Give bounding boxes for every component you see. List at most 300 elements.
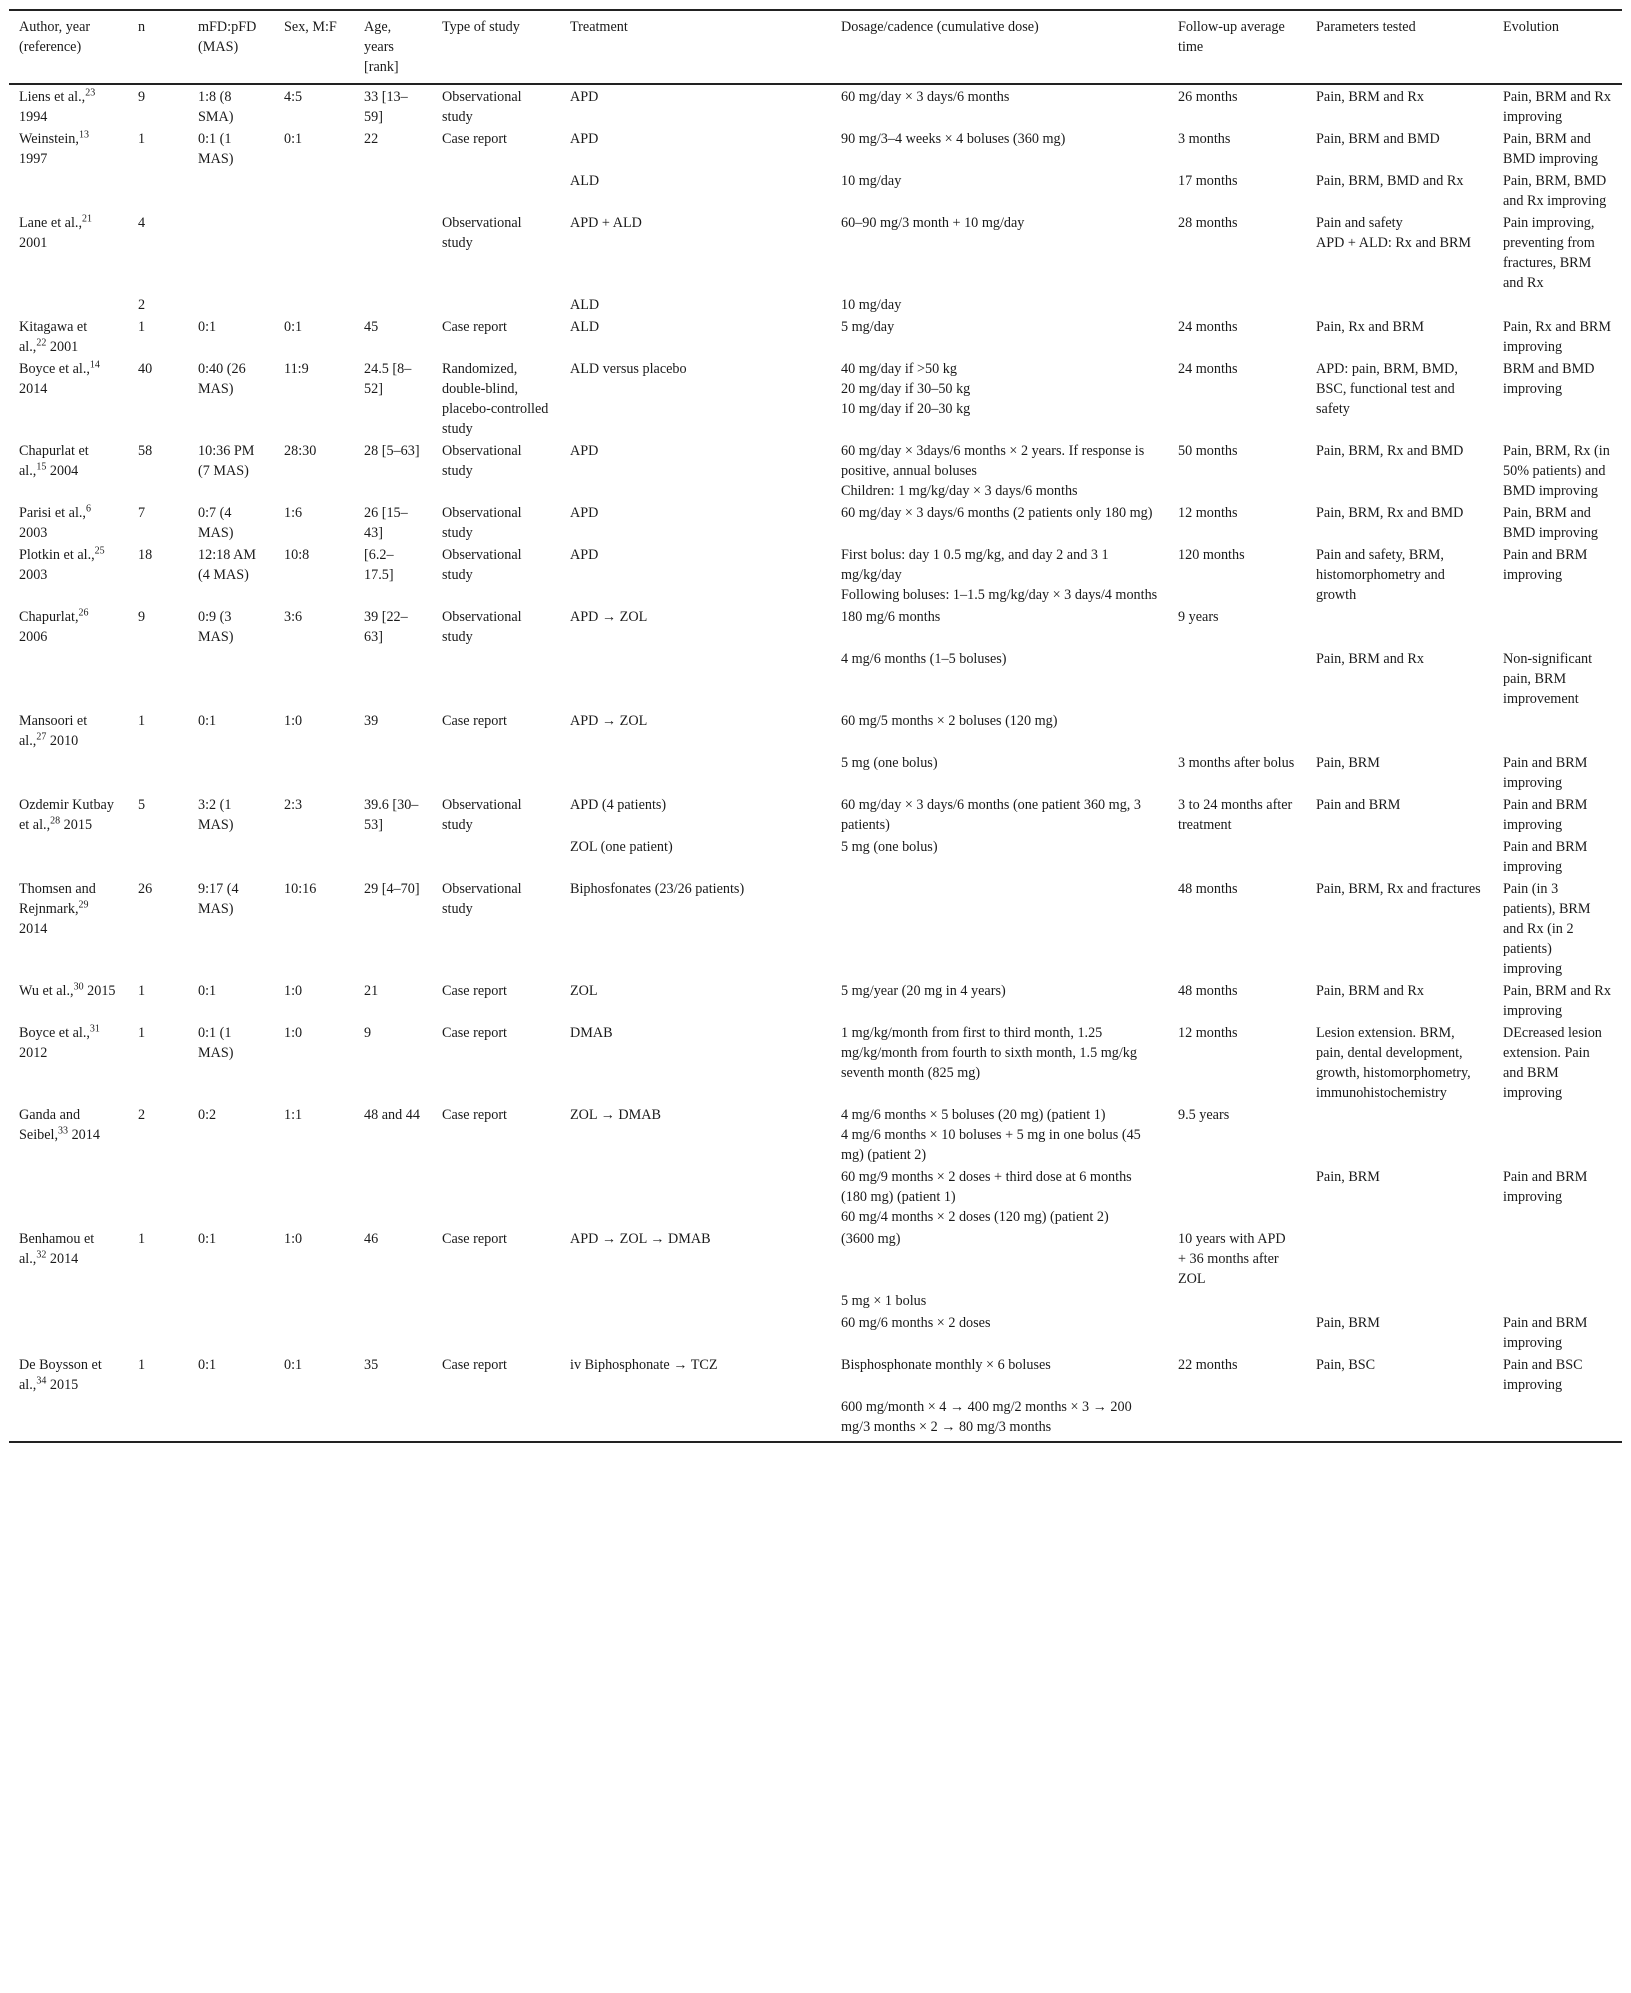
followup-cell — [1168, 1166, 1306, 1228]
dosage-cell: 60–90 mg/3 month + 10 mg/day — [841, 215, 1025, 231]
table-body — [9, 84, 1622, 1442]
n-cell: 1 — [138, 1357, 146, 1373]
followup-cell: 17 months — [1178, 173, 1238, 189]
author-cell — [9, 316, 128, 358]
n-cell: 4 — [138, 215, 146, 231]
table-row — [9, 502, 1622, 544]
parameters-cell: Pain, BRM — [1316, 1169, 1380, 1185]
study-type-cell: Randomized, double-blind, placebo-controlled study — [442, 361, 549, 437]
reference-number: 15 — [36, 461, 47, 473]
age-cell — [354, 1396, 432, 1442]
followup-cell: 12 months — [1178, 505, 1238, 521]
table-row — [9, 84, 1622, 128]
n-cell: 1 — [138, 1025, 146, 1041]
evolution-cell: Pain and BRM improving — [1503, 839, 1588, 875]
age-cell: 22 — [364, 131, 379, 147]
reference-number: 30 — [73, 981, 84, 993]
age-cell: 39 — [364, 713, 379, 729]
author-name: Boyce et al., — [19, 1025, 90, 1041]
evolution-cell — [1493, 1228, 1622, 1290]
table-row — [9, 1228, 1622, 1290]
author-name: Ganda and Seibel, — [19, 1107, 81, 1143]
dosage-cell: 60 mg/5 months × 2 boluses (120 mg) — [841, 713, 1058, 729]
mfd-pfd-cell: 0:9 (3 MAS) — [198, 609, 234, 645]
dosage-cell: First bolus: day 1 0.5 mg/kg, and day 2 and 3 1 mg/kg/day Following boluses: 1–1.5 mg/kg/day × 3 days/4 months — [841, 547, 1158, 603]
author-year: 2014 — [19, 921, 48, 937]
study-type-cell: Case report — [442, 1025, 508, 1041]
n-cell: 18 — [138, 547, 153, 563]
age-cell — [354, 836, 432, 878]
treatment-cell: Biphosfonates (23/26 patients) — [570, 881, 745, 897]
author-name: Weinstein, — [19, 131, 79, 147]
header-cell: Evolution — [1503, 19, 1559, 35]
table-row — [9, 1104, 1622, 1166]
study-type-cell: Observational study — [442, 89, 522, 125]
parameters-cell: Pain, Rx and BRM — [1316, 319, 1424, 335]
data-table — [9, 9, 1622, 1443]
author-name: Kitagawa et al., — [19, 319, 88, 355]
mfd-pfd-cell — [188, 170, 274, 212]
author-year: 2012 — [19, 1045, 48, 1061]
reference-number: 26 — [78, 607, 89, 619]
study-type-cell — [432, 1290, 560, 1312]
author-year: 2014 — [68, 1127, 100, 1143]
evolution-cell: Pain and BRM improving — [1503, 797, 1588, 833]
dosage-cell: 10 mg/day — [841, 297, 902, 313]
table-row — [9, 1166, 1622, 1228]
age-cell: 24.5 [8–52] — [364, 361, 412, 397]
author-cell — [9, 1396, 128, 1442]
author-year: 2001 — [19, 235, 48, 251]
treatment-cell: ALD versus placebo — [570, 361, 687, 377]
author-cell — [9, 710, 128, 752]
n-cell: 2 — [138, 1107, 146, 1123]
sex-cell: 1:6 — [284, 505, 303, 521]
followup-cell: 24 months — [1178, 361, 1238, 377]
treatment-cell: APD — [570, 443, 599, 459]
author-year: 2015 — [60, 817, 93, 833]
dosage-cell: 60 mg/6 months × 2 doses — [841, 1315, 991, 1331]
treatment-cell: APD — [570, 505, 599, 521]
n-cell — [128, 836, 188, 878]
evolution-cell: Pain, BRM, Rx (in 50% patients) and BMD improving — [1503, 443, 1610, 499]
age-cell: 29 [4–70] — [364, 881, 420, 897]
parameters-cell — [1306, 1104, 1493, 1166]
age-cell — [354, 1166, 432, 1228]
study-type-cell: Case report — [442, 1231, 508, 1247]
age-cell — [354, 1312, 432, 1354]
study-type-cell: Case report — [442, 713, 508, 729]
followup-cell: 22 months — [1178, 1357, 1238, 1373]
n-cell: 26 — [138, 881, 153, 897]
mfd-pfd-cell: 12:18 AM (4 MAS) — [198, 547, 256, 583]
reference-number: 25 — [94, 545, 105, 557]
n-cell: 1 — [138, 983, 146, 999]
treatment-cell: ALD — [570, 319, 600, 335]
treatment-cell: ALD — [570, 297, 600, 313]
followup-cell: 24 months — [1178, 319, 1238, 335]
sex-cell — [274, 1312, 354, 1354]
mfd-pfd-cell: 0:40 (26 MAS) — [198, 361, 246, 397]
sex-cell: 10:8 — [284, 547, 310, 563]
parameters-cell: Pain, BRM and Rx — [1316, 89, 1424, 105]
table-row — [9, 544, 1622, 606]
evolution-cell: Pain and BSC improving — [1503, 1357, 1583, 1393]
evolution-cell — [1493, 1396, 1622, 1442]
author-cell — [9, 980, 128, 1022]
author-cell — [9, 170, 128, 212]
evolution-cell: Pain and BRM improving — [1503, 547, 1588, 583]
evolution-cell — [1493, 1290, 1622, 1312]
author-cell — [9, 294, 128, 316]
treatment-cell: ALD — [570, 173, 600, 189]
mfd-pfd-cell — [188, 836, 274, 878]
header-cell: Treatment — [570, 19, 628, 35]
author-cell — [9, 1104, 128, 1166]
author-cell — [9, 212, 128, 294]
header-cell: Author, year (reference) — [19, 19, 91, 55]
table-row — [9, 1022, 1622, 1104]
mfd-pfd-cell: 0:1 — [198, 1357, 217, 1373]
age-cell: 39 [22–63] — [364, 609, 408, 645]
author-year: 2015 — [46, 1377, 79, 1393]
mfd-pfd-cell: 0:1 — [198, 983, 217, 999]
age-cell: 28 [5–63] — [364, 443, 420, 459]
parameters-cell: Pain, BRM, BMD and Rx — [1316, 173, 1464, 189]
age-cell — [354, 212, 432, 294]
reference-number: 13 — [78, 129, 89, 141]
followup-cell: 3 months after bolus — [1178, 755, 1295, 771]
treatment-cell: APD (4 patients) — [570, 797, 667, 813]
header-cell: Sex, M:F — [284, 19, 337, 35]
reference-number: 32 — [36, 1249, 47, 1261]
evolution-cell: Pain and BRM improving — [1503, 755, 1588, 791]
author-name: Parisi et al., — [19, 505, 86, 521]
header-cell: Type of study — [442, 19, 520, 35]
reference-number: 33 — [58, 1125, 69, 1137]
followup-cell: 3 to 24 months after treatment — [1178, 797, 1293, 833]
treatment-cell: ZOL (one patient) — [570, 839, 673, 855]
header-cell: Dosage/cadence (cumulative dose) — [841, 19, 1039, 35]
treatment-cell: iv Biphosphonate → TCZ — [570, 1357, 718, 1373]
treatment-cell: DMAB — [570, 1025, 613, 1041]
author-cell — [9, 544, 128, 606]
author-cell — [9, 836, 128, 878]
treatment-cell: APD → ZOL → DMAB — [570, 1231, 711, 1247]
dosage-cell — [831, 878, 1168, 980]
n-cell — [128, 1166, 188, 1228]
header-cell: Follow-up average time — [1178, 19, 1285, 55]
evolution-cell: Non-significant pain, BRM improvement — [1503, 651, 1593, 707]
header-cell: n — [138, 19, 146, 35]
author-name: Wu et al., — [19, 983, 74, 999]
mfd-pfd-cell — [188, 1166, 274, 1228]
followup-cell — [1168, 1312, 1306, 1354]
followup-cell — [1168, 836, 1306, 878]
table-row — [9, 1354, 1622, 1396]
table-row — [9, 358, 1622, 440]
mfd-pfd-cell: 0:1 — [198, 1231, 217, 1247]
sex-cell: 1:0 — [284, 1231, 303, 1247]
table-wrapper — [9, 9, 1622, 1443]
author-name: Boyce et al., — [19, 361, 90, 377]
sex-cell: 1:0 — [284, 983, 303, 999]
author-cell — [9, 1228, 128, 1290]
reference-number: 14 — [89, 359, 100, 371]
followup-cell: 50 months — [1178, 443, 1238, 459]
followup-cell — [1168, 294, 1306, 316]
parameters-cell: Pain, BSC — [1316, 1357, 1376, 1373]
table-row — [9, 794, 1622, 836]
reference-number: 34 — [36, 1375, 47, 1387]
followup-cell: 10 years with APD + 36 months after ZOL — [1178, 1231, 1286, 1287]
dosage-cell: 90 mg/3–4 weeks × 4 boluses (360 mg) — [841, 131, 1066, 147]
author-name: Liens et al., — [19, 89, 86, 105]
n-cell — [128, 1290, 188, 1312]
treatment-cell — [560, 1290, 831, 1312]
study-type-cell: Observational study — [442, 547, 522, 583]
table-row — [9, 316, 1622, 358]
author-name: Thomsen and Rejnmark, — [19, 881, 96, 917]
mfd-pfd-cell: 0:2 — [198, 1107, 217, 1123]
study-type-cell: Observational study — [442, 609, 522, 645]
table-row — [9, 128, 1622, 170]
followup-cell: 9.5 years — [1178, 1107, 1230, 1123]
evolution-cell — [1493, 710, 1622, 752]
sex-cell — [274, 212, 354, 294]
treatment-cell: APD → ZOL — [570, 713, 648, 729]
parameters-cell: Pain, BRM and Rx — [1316, 651, 1424, 667]
parameters-cell: Pain, BRM, Rx and BMD — [1316, 505, 1464, 521]
author-name: Chapurlat et al., — [19, 443, 89, 479]
sex-cell — [274, 1166, 354, 1228]
study-type-cell: Case report — [442, 983, 508, 999]
followup-cell: 28 months — [1178, 215, 1238, 231]
n-cell — [128, 1312, 188, 1354]
author-name: Ozdemir Kutbay et al., — [19, 797, 114, 833]
followup-cell — [1168, 1290, 1306, 1312]
header-cell: Parameters tested — [1316, 19, 1416, 35]
followup-cell: 9 years — [1178, 609, 1219, 625]
dosage-cell: 60 mg/day × 3 days/6 months (2 patients only 180 mg) — [841, 505, 1153, 521]
mfd-pfd-cell — [188, 294, 274, 316]
n-cell: 2 — [138, 297, 146, 313]
n-cell: 40 — [138, 361, 153, 377]
table-row — [9, 1290, 1622, 1312]
age-cell: [6.2–17.5] — [364, 547, 394, 583]
treatment-cell: APD — [570, 131, 599, 147]
table-row — [9, 1312, 1622, 1354]
dosage-cell: 40 mg/day if >50 kg 20 mg/day if 30–50 kg 10 mg/day if 20–30 kg — [841, 361, 971, 417]
n-cell: 1 — [138, 713, 146, 729]
treatment-cell: ZOL — [570, 983, 598, 999]
dosage-cell: 5 mg (one bolus) — [841, 839, 938, 855]
treatment-cell: APD — [570, 89, 599, 105]
table-row — [9, 648, 1622, 710]
dosage-cell: 1 mg/kg/month from first to third month, 1.25 mg/kg/month from fourth to sixth month, 1.5 mg/kg seventh month (825 mg) — [841, 1025, 1137, 1081]
sex-cell — [274, 1290, 354, 1312]
evolution-cell: Pain (in 3 patients), BRM and Rx (in 2 patients) improving — [1503, 881, 1591, 977]
table-row — [9, 1396, 1622, 1442]
treatment-cell: ZOL → DMAB — [570, 1107, 661, 1123]
reference-number: 31 — [89, 1023, 100, 1035]
sex-cell: 0:1 — [284, 319, 303, 335]
author-cell — [9, 752, 128, 794]
n-cell — [128, 1396, 188, 1442]
parameters-cell: Pain, BRM — [1316, 755, 1380, 771]
sex-cell — [274, 294, 354, 316]
header-row — [9, 10, 1622, 84]
study-type-cell: Observational study — [442, 505, 522, 541]
n-cell: 9 — [138, 609, 146, 625]
sex-cell: 11:9 — [284, 361, 309, 377]
followup-cell: 3 months — [1178, 131, 1231, 147]
study-type-cell: Observational study — [442, 443, 522, 479]
parameters-cell: Pain and BRM — [1316, 797, 1401, 813]
age-cell: 35 — [364, 1357, 379, 1373]
followup-cell — [1168, 1396, 1306, 1442]
dosage-cell: 4 mg/6 months (1–5 boluses) — [841, 651, 1007, 667]
table-row — [9, 212, 1622, 294]
mfd-pfd-cell — [188, 752, 274, 794]
age-cell: 26 [15–43] — [364, 505, 408, 541]
author-year: 2004 — [46, 463, 79, 479]
parameters-cell: Pain and safety APD + ALD: Rx and BRM — [1316, 215, 1472, 251]
reference-number: 29 — [78, 899, 89, 911]
mfd-pfd-cell — [188, 212, 274, 294]
sex-cell: 2:3 — [284, 797, 303, 813]
parameters-cell: Pain, BRM — [1316, 1315, 1380, 1331]
n-cell: 1 — [138, 1231, 146, 1247]
followup-cell: 12 months — [1178, 1025, 1238, 1041]
author-year: 2010 — [46, 733, 79, 749]
parameters-cell — [1306, 294, 1493, 316]
author-cell — [9, 794, 128, 836]
evolution-cell: Pain, BRM and Rx improving — [1503, 89, 1611, 125]
dosage-cell: (3600 mg) — [841, 1231, 901, 1247]
evolution-cell — [1493, 1104, 1622, 1166]
evolution-cell: Pain, Rx and BRM improving — [1503, 319, 1611, 355]
author-cell — [9, 1022, 128, 1104]
age-cell: 39.6 [30–53] — [364, 797, 419, 833]
dosage-cell: 60 mg/day × 3 days/6 months — [841, 89, 1010, 105]
followup-cell — [1168, 648, 1306, 710]
sex-cell: 0:1 — [284, 131, 303, 147]
study-type-cell: Case report — [442, 1357, 508, 1373]
n-cell — [128, 648, 188, 710]
sex-cell: 10:16 — [284, 881, 317, 897]
table-row — [9, 606, 1622, 648]
author-cell — [9, 358, 128, 440]
parameters-cell — [1306, 1290, 1493, 1312]
author-cell — [9, 1354, 128, 1396]
table-header — [9, 10, 1622, 84]
age-cell: 9 — [364, 1025, 372, 1041]
study-type-cell — [432, 836, 560, 878]
sex-cell: 0:1 — [284, 1357, 303, 1373]
author-cell — [9, 84, 128, 128]
parameters-cell — [1306, 1396, 1493, 1442]
author-year: 2003 — [19, 567, 48, 583]
treatment-cell — [560, 648, 831, 710]
author-cell — [9, 440, 128, 502]
study-type-cell: Observational study — [442, 881, 522, 917]
reference-number: 28 — [50, 815, 61, 827]
dosage-cell: 600 mg/month × 4 → 400 mg/2 months × 3 → 200 mg/3 months × 2 → 80 mg/3 months — [841, 1399, 1132, 1435]
evolution-cell — [1493, 606, 1622, 648]
age-cell — [354, 648, 432, 710]
reference-number: 27 — [36, 731, 47, 743]
author-year: 2014 — [46, 1251, 79, 1267]
author-year: 1994 — [19, 109, 48, 125]
age-cell: 21 — [364, 983, 379, 999]
evolution-cell: Pain improving, preventing from fractures, BRM and Rx — [1503, 215, 1595, 291]
table-row — [9, 294, 1622, 316]
n-cell — [128, 170, 188, 212]
table-row — [9, 440, 1622, 502]
treatment-cell — [560, 1166, 831, 1228]
author-name: Plotkin et al., — [19, 547, 95, 563]
study-type-cell: Observational study — [442, 215, 522, 251]
author-name: Benhamou et al., — [19, 1231, 95, 1267]
table-row — [9, 752, 1622, 794]
n-cell: 7 — [138, 505, 146, 521]
mfd-pfd-cell: 10:36 PM (7 MAS) — [198, 443, 255, 479]
sex-cell — [274, 752, 354, 794]
table-row — [9, 878, 1622, 980]
author-cell — [9, 1290, 128, 1312]
dosage-cell: 5 mg/year (20 mg in 4 years) — [841, 983, 1006, 999]
author-year: 2014 — [19, 381, 48, 397]
author-name: Chapurlat, — [19, 609, 79, 625]
dosage-cell: 10 mg/day — [841, 173, 902, 189]
sex-cell: 1:1 — [284, 1107, 303, 1123]
author-name: De Boysson et al., — [19, 1357, 102, 1393]
sex-cell — [274, 836, 354, 878]
mfd-pfd-cell: 1:8 (8 SMA) — [198, 89, 234, 125]
dosage-cell: 60 mg/day × 3days/6 months × 2 years. If response is positive, annual boluses Children: 1 mg/kg/day × 3 days/6 months — [841, 443, 1145, 499]
author-year: 1997 — [19, 151, 48, 167]
followup-cell: 26 months — [1178, 89, 1238, 105]
mfd-pfd-cell — [188, 648, 274, 710]
age-cell: 45 — [364, 319, 379, 335]
table-row — [9, 170, 1622, 212]
header-cell: mFD:pFD (MAS) — [198, 19, 257, 55]
n-cell: 1 — [138, 131, 146, 147]
dosage-cell: 5 mg × 1 bolus — [841, 1293, 927, 1309]
author-cell — [9, 606, 128, 648]
author-year: 2001 — [46, 339, 79, 355]
study-type-cell — [432, 752, 560, 794]
treatment-cell — [560, 1396, 831, 1442]
parameters-cell — [1306, 710, 1493, 752]
age-cell — [354, 170, 432, 212]
age-cell: 46 — [364, 1231, 379, 1247]
reference-number: 21 — [82, 213, 93, 225]
sex-cell — [274, 170, 354, 212]
evolution-cell: Pain, BRM, BMD and Rx improving — [1503, 173, 1607, 209]
followup-cell: 48 months — [1178, 881, 1238, 897]
parameters-cell: Pain, BRM and BMD — [1316, 131, 1440, 147]
sex-cell: 1:0 — [284, 1025, 303, 1041]
author-cell — [9, 878, 128, 980]
sex-cell: 3:6 — [284, 609, 303, 625]
age-cell — [354, 1290, 432, 1312]
age-cell: 48 and 44 — [364, 1107, 420, 1123]
evolution-cell: Pain and BRM improving — [1503, 1169, 1588, 1205]
study-type-cell: Case report — [442, 1107, 508, 1123]
sex-cell — [274, 1396, 354, 1442]
